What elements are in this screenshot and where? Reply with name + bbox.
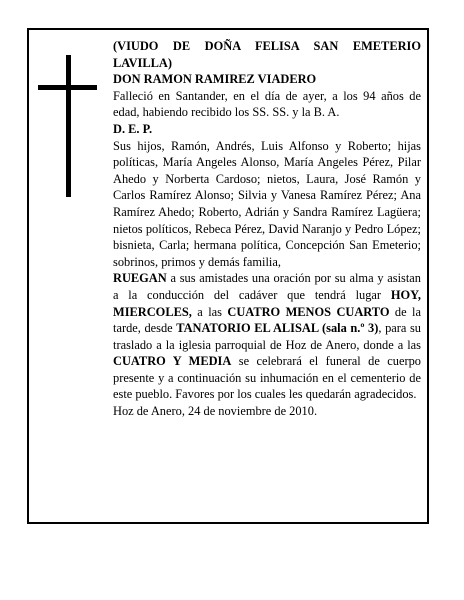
request-day: HOY, MIERCOLES, bbox=[113, 287, 421, 319]
dep-line: D. E. P. bbox=[113, 121, 153, 136]
family-list: Sus hijos, Ramón, Andrés, Luis Alfonso y Roberto; hijas políticas, María Angeles Alonso, María Angeles Pérez, Pilar Ahedo y Norberta Cardoso; nietos, Laura, José Ramón y Carlos Ramírez Alonso; Silvia y Vanesa Ramírez Pérez; Ana Ramírez Ahedo; Roberto, Adrián y Sandra Ramírez Lagüera; nietos políticos, Rebeca Pérez, David Naranjo y Pedro López; bisnieta, Carla; hermana política, Concepción San Emeterio; sobrinos, primos y demás familia, bbox=[113, 138, 421, 269]
obituary-text bbox=[113, 38, 421, 420]
request-mass-time: CUATRO Y MEDIA bbox=[113, 354, 232, 369]
request-text-4: , para su traslado a la iglesia parroquial de Hoz de Anero, donde a las bbox=[113, 321, 421, 352]
request-text-5: se celebrará el funeral de cuerpo presente y a continuación su inhumación en el cementerio de este pueblo. Favores por los cuales les quedarán agradecidos. bbox=[113, 354, 421, 402]
request-text-1: a sus amistades una oración por su alma y asistan a la conducción del cadáver que tendrá lugar bbox=[113, 271, 421, 302]
request-text-3: de la tarde, desde bbox=[113, 304, 421, 336]
ruegan-word: RUEGAN bbox=[113, 271, 167, 286]
request-paragraph bbox=[113, 270, 421, 403]
cross-icon-bar bbox=[38, 85, 97, 90]
death-notice: Falleció en Santander, en el día de ayer, a los 94 años de edad, habiendo recibido los SS. SS. y la B. A. bbox=[113, 88, 421, 120]
deceased-name: DON RAMON RAMIREZ VIADERO bbox=[113, 72, 317, 87]
request-text-2: a las bbox=[191, 304, 228, 319]
request-time: CUATRO MENOS CUARTO bbox=[227, 304, 390, 319]
request-place: TANATORIO EL ALISAL (sala n.º 3) bbox=[176, 321, 379, 336]
widow-note: (VIUDO DE DOÑA FELISA SAN EMETERIO LAVILLA) bbox=[113, 39, 421, 70]
footer-date: Hoz de Anero, 24 de noviembre de 2010. bbox=[113, 404, 318, 419]
cross-icon bbox=[66, 55, 71, 197]
